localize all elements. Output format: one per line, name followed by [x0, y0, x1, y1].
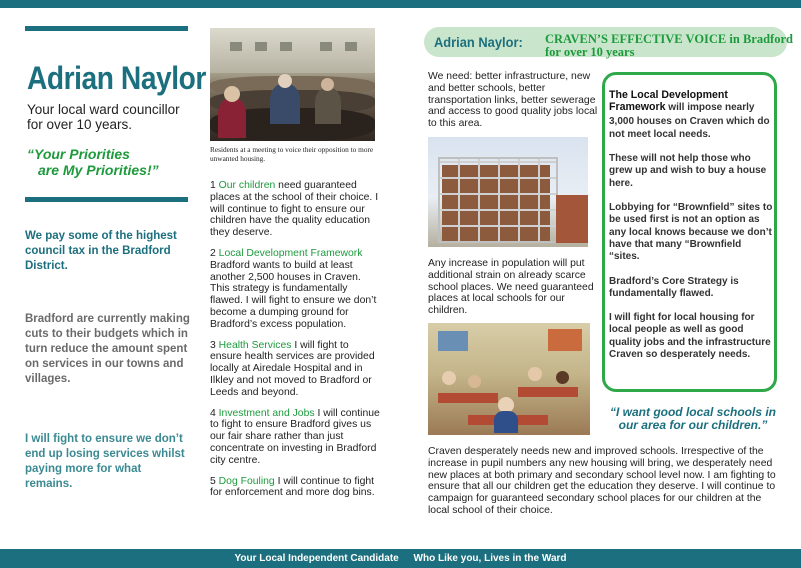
ldf-box-text [609, 89, 773, 373]
middle-rule-left [25, 197, 188, 202]
meeting-photo [210, 28, 375, 141]
footer-left-text: Your Local Independent Candidate [234, 553, 399, 564]
top-rule-left [25, 26, 188, 31]
council-tax-text: We pay some of the highest council tax in the Bradford District. [25, 230, 177, 272]
priority-title: Health Services [218, 339, 292, 351]
footer-right-text: Who Like you, Lives in the Ward [413, 553, 567, 564]
slogan-line-2: are My Priorities!” [38, 162, 159, 178]
school-places-text: Any increase in population will put additional strain on already scarce school places. We need guaranteed places at local schools for our children. [428, 258, 594, 317]
slogan [27, 146, 197, 178]
classroom-photo [428, 323, 590, 435]
priority-item: 4 Investment and Jobs I will continue to fight to ensure Bradford gives us our fair share rather than just concentrate on investing in Bradford city centre. [210, 407, 380, 466]
ldf-paragraph: Bradford’s Core Strategy is fundamentally flawed. [609, 275, 739, 299]
meeting-photo-caption: Residents at a meeting to voice their opposition to more unwanted housing. [210, 145, 374, 163]
ldf-paragraph: I will fight for local housing for local people as well as good quality jobs and the infrastructure Craven so desperately needs. [609, 312, 771, 361]
ldf-paragraph: Lobbying for “Brownfield” sites to be used first is not an option as any local knows because we don’t have that many “Brownfield “sites. [609, 202, 773, 263]
priority-title: Our children [218, 180, 276, 191]
schools-quote: “I want good local schools in our area for our children.” [609, 405, 776, 432]
candidate-subtitle: Your local ward councillor for over 10 years. [27, 102, 180, 132]
priority-title: Dog Fouling [218, 475, 275, 487]
services-pledge-text: I will fight to ensure we don’t end up losing services whilst paying more for what remains. [25, 433, 185, 490]
priorities-list [210, 180, 380, 508]
ldf-lead: The Local Development Framework will impose nearly 3,000 houses on Craven which do not meet local needs. [609, 89, 770, 140]
slogan-line-1: “Your Priorities [27, 146, 130, 162]
infrastructure-text: We need: better infrastructure, new and better schools, better transportation links, better sewerage and access to good quality jobs local to this area. [428, 71, 598, 130]
construction-photo [428, 137, 588, 247]
priority-item: 2 Local Development Framework Bradford wants to build at least another 2,500 houses in Craven. This strategy is fundamentally flawed. I will fight to ensure we don’t become a dumping ground for Bradford’s excess population. [210, 247, 377, 330]
priority-title: Investment and Jobs [218, 407, 315, 419]
right-header-name: Adrian Naylor: [434, 34, 523, 50]
priority-item: 5 Dog Fouling I will continue to fight for enforcement and more dog bins. [210, 475, 375, 499]
priority-item: 1 Our children need guaranteed places at the school of their choice. I will continue to fight to ensure our children have the quality education they deserve. [210, 180, 379, 239]
schools-campaign-text: Craven desperately needs new and improved schools. Irrespective of the increase in pupil numbers any new housing will bring, we desperately need new places at both primary and secondary school level now. I am fighting to ensure that all our children get the education they deserve. I will continue to campaign for guaranteed secondary school places for our children at the local school of their choice. [428, 446, 776, 516]
footer-bar [0, 549, 801, 568]
priority-title: Local Development Framework [218, 247, 363, 259]
top-bar [0, 0, 801, 8]
ldf-paragraph: These will not help those who grew up and wish to buy a house here. [609, 153, 767, 189]
budget-cuts-text: Bradford are currently making cuts to their budgets which in turn reduce the amount spent on services in our towns and villages. [25, 313, 190, 385]
priority-item: 3 Health Services I will fight to ensure health services are provided locally at Airedale Hospital and in Ilkley and not moved to Bradford or Leeds and beyond. [210, 339, 375, 398]
right-header-title: CRAVEN’S EFFECTIVE VOICE in Bradford [545, 32, 793, 46]
right-header-subtitle: for over 10 years [545, 45, 635, 59]
candidate-name: Adrian Naylor [27, 60, 206, 96]
